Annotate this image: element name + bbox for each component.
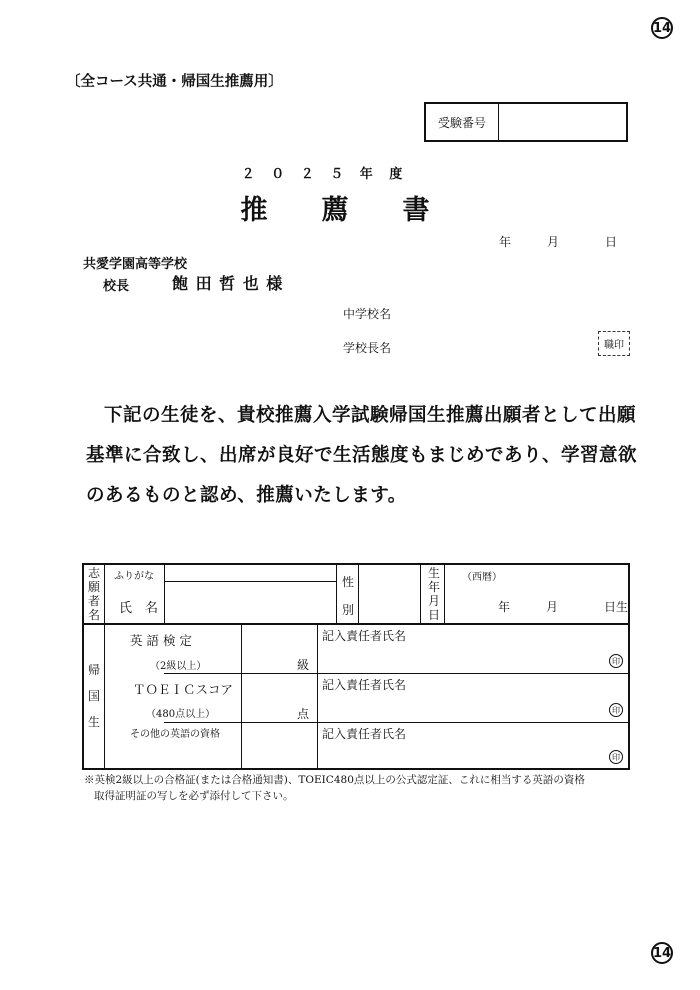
toeic-label: ＴＯＥＩＣスコア — [133, 682, 234, 697]
addressee-name: 飽 田 哲 也 様 — [172, 274, 284, 293]
eiken-unit: 級 — [297, 658, 310, 672]
recommendation-statement — [86, 396, 646, 516]
sex-label-top: 性 — [342, 575, 355, 589]
furigana-label: ふりがな — [114, 571, 154, 582]
toeic-unit: 点 — [297, 707, 310, 721]
recorder-label: 記入責任者氏名 — [322, 678, 407, 692]
sender-school-label: 中学校名 — [343, 307, 392, 321]
seal-mark: 印 — [609, 654, 623, 668]
statement-line: 下記の生徒を、貴校推薦入学試験帰国生推薦出願者として出願 — [104, 405, 637, 426]
page-number-bottom: 14 — [651, 942, 673, 964]
exam-number-field[interactable] — [499, 104, 626, 140]
addressee-school: 共愛学園高等学校 — [83, 257, 188, 272]
exam-number-label: 受験番号 — [426, 104, 499, 140]
date-year-label: 年 — [499, 235, 512, 249]
other-qualification-label: その他の英語の資格 — [130, 729, 220, 740]
addressee-role: 校長 — [103, 279, 130, 294]
toeic-requirement: （480点以上） — [146, 709, 216, 720]
era-note: （西暦） — [462, 572, 502, 583]
date-day-label: 日 — [605, 235, 618, 249]
birth-year-label: 年 — [498, 600, 511, 614]
footnote — [84, 772, 644, 804]
category-label: 〔全コース共通・帰国生推薦用〕 — [66, 74, 283, 90]
birth-label: 生年月日 — [427, 566, 440, 622]
seal-mark: 印 — [609, 703, 623, 717]
eiken-requirement: （2級以上） — [150, 661, 207, 672]
applicant-label: 志願者名 — [87, 566, 100, 622]
footnote-line: 取得証明証の写しを必ず添付して下さい。 — [94, 790, 294, 802]
sex-field[interactable] — [360, 567, 418, 621]
returnee-label: 帰国生 — [87, 663, 100, 729]
other-qualification-field[interactable] — [244, 725, 314, 765]
official-seal-box: 職印 — [598, 331, 630, 356]
date-month-label: 月 — [547, 235, 560, 249]
recorder-label: 記入責任者氏名 — [322, 727, 407, 741]
recorder-label: 記入責任者氏名 — [322, 629, 407, 643]
eiken-label: 英 語 検 定 — [130, 633, 192, 648]
fiscal-year: ２ ０ ２ ５ 年 度 — [241, 167, 409, 182]
sender-principal-label: 学校長名 — [343, 341, 392, 355]
name-field[interactable] — [166, 584, 334, 621]
statement-line: のあるものと認め、推薦いたします。 — [86, 485, 407, 506]
page-number-top: 14 — [651, 17, 673, 39]
name-label: 氏 名 — [119, 601, 159, 616]
sex-label-bottom: 別 — [342, 603, 355, 617]
footnote-line: ※英検2級以上の合格証(または合格通知書)、TOEIC480点以上の公式認定証、これに相当する英語の資格 — [84, 774, 585, 786]
birth-day-label: 日生 — [604, 600, 629, 614]
seal-mark: 印 — [609, 750, 623, 764]
applicant-table — [82, 563, 630, 770]
document-title: 推 薦 書 — [240, 195, 430, 226]
birth-month-label: 月 — [546, 600, 559, 614]
exam-number-box — [424, 102, 628, 142]
statement-line: 基準に合致し、出席が良好で生活態度もまじめであり、学習意欲 — [86, 445, 638, 466]
furigana-field[interactable] — [166, 567, 334, 580]
